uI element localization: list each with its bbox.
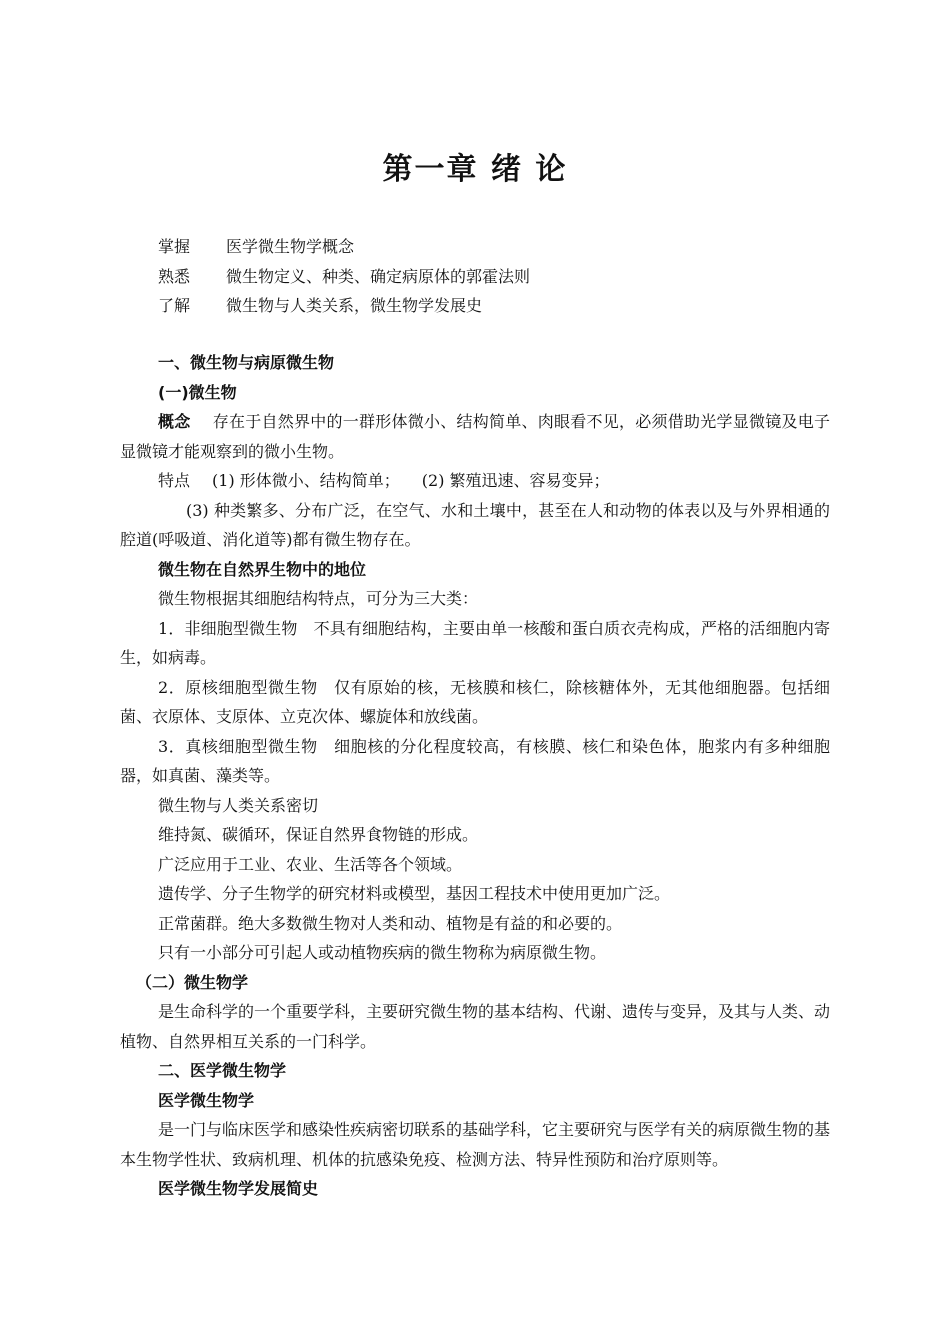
feature-item-1: (1) 形体微小、结构简单； [212, 471, 400, 490]
paragraph: 只有一小部分可引起人或动植物疾病的微生物称为病原微生物。 [158, 943, 607, 962]
concept-text: 存在于自然界中的一群形体微小、结构简单、肉眼看不见，必须借助光学显微镜及电子显微镜才能观察到的微小生物。 [120, 412, 830, 461]
learning-objectives [158, 232, 530, 321]
concept-label: 概念 [158, 412, 191, 431]
paragraph: 是一门与临床医学和感染性疾病密切联系的基础学科，它主要研究与医学有关的病原微生物的基本生物学性状、致病机理、机体的抗感染免疫、检测方法、特异性预防和治疗原则等。 [120, 1120, 831, 1169]
subsection-heading: （二）微生物学 [136, 972, 249, 992]
paragraph: 维持氮、碳循环，保证自然界食物链的形成。 [158, 825, 479, 844]
section-heading: 一、微生物与病原微生物 [158, 353, 335, 372]
subsection-heading: 微生物在自然界生物中的地位 [158, 559, 367, 579]
paragraph: 2．原核细胞型微生物 仅有原始的核，无核膜和核仁，除核糖体外，无其他细胞器。包括细菌、衣原体、支原体、立克次体、螺旋体和放线菌。 [120, 677, 830, 726]
objective-key: 掌握 [158, 237, 191, 256]
objective-text: 微生物定义、种类、确定病原体的郭霍法则 [226, 266, 531, 286]
section-heading: 二、医学微生物学 [158, 1061, 287, 1080]
subsection-heading: 医学微生物学发展简史 [158, 1179, 319, 1198]
objective-key: 了解 [158, 296, 191, 315]
paragraph: 微生物与人类关系密切 [158, 795, 319, 815]
subsection-heading: 医学微生物学 [158, 1090, 255, 1110]
paragraph: 广泛应用于工业、农业、生活等各个领域。 [158, 854, 463, 874]
paragraph: 遗传学、分子生物学的研究材料或模型，基因工程技术中使用更加广泛。 [158, 884, 671, 903]
objective-text: 微生物与人类关系，微生物学发展史 [226, 296, 483, 315]
paragraph: 1．非细胞型微生物 不具有细胞结构，主要由单一核酸和蛋白质衣壳构成，严格的活细胞内寄生，如病毒。 [120, 618, 830, 667]
paragraph: 正常菌群。绝大多数微生物对人类和动、植物是有益的和必要的。 [158, 913, 623, 933]
objective-familiar [158, 262, 530, 292]
document-body [120, 348, 830, 1204]
chapter-title: 第一章 绪 论 [382, 152, 568, 187]
paragraph: 是生命科学的一个重要学科，主要研究微生物的基本结构、代谢、遗传与变异，及其与人类、动植物、自然界相互关系的一门科学。 [120, 1002, 831, 1051]
paragraph: 3．真核细胞型微生物 细胞核的分化程度较高，有核膜、核仁和染色体，胞浆内有多种细胞器，如真菌、藻类等。 [120, 736, 830, 785]
objective-key: 熟悉 [158, 266, 191, 286]
concept-paragraph [120, 407, 830, 466]
paragraph: 微生物根据其细胞结构特点，可分为三大类： [158, 589, 479, 608]
feature-item-3: (3) 种类繁多、分布广泛，在空气、水和土壤中，甚至在人和动物的体表以及与外界相通的腔道(呼吸道、消化道等)都有微生物存在。 [120, 500, 830, 549]
subsection-heading: (一)微生物 [158, 382, 237, 402]
objective-master [158, 232, 530, 262]
objective-understand [158, 291, 530, 321]
feature-label: 特点 [158, 471, 191, 490]
feature-item-2: (2) 繁殖迅速、容易变异； [421, 471, 610, 490]
features-paragraph [120, 466, 830, 496]
objective-text: 医学微生物学概念 [226, 237, 355, 256]
